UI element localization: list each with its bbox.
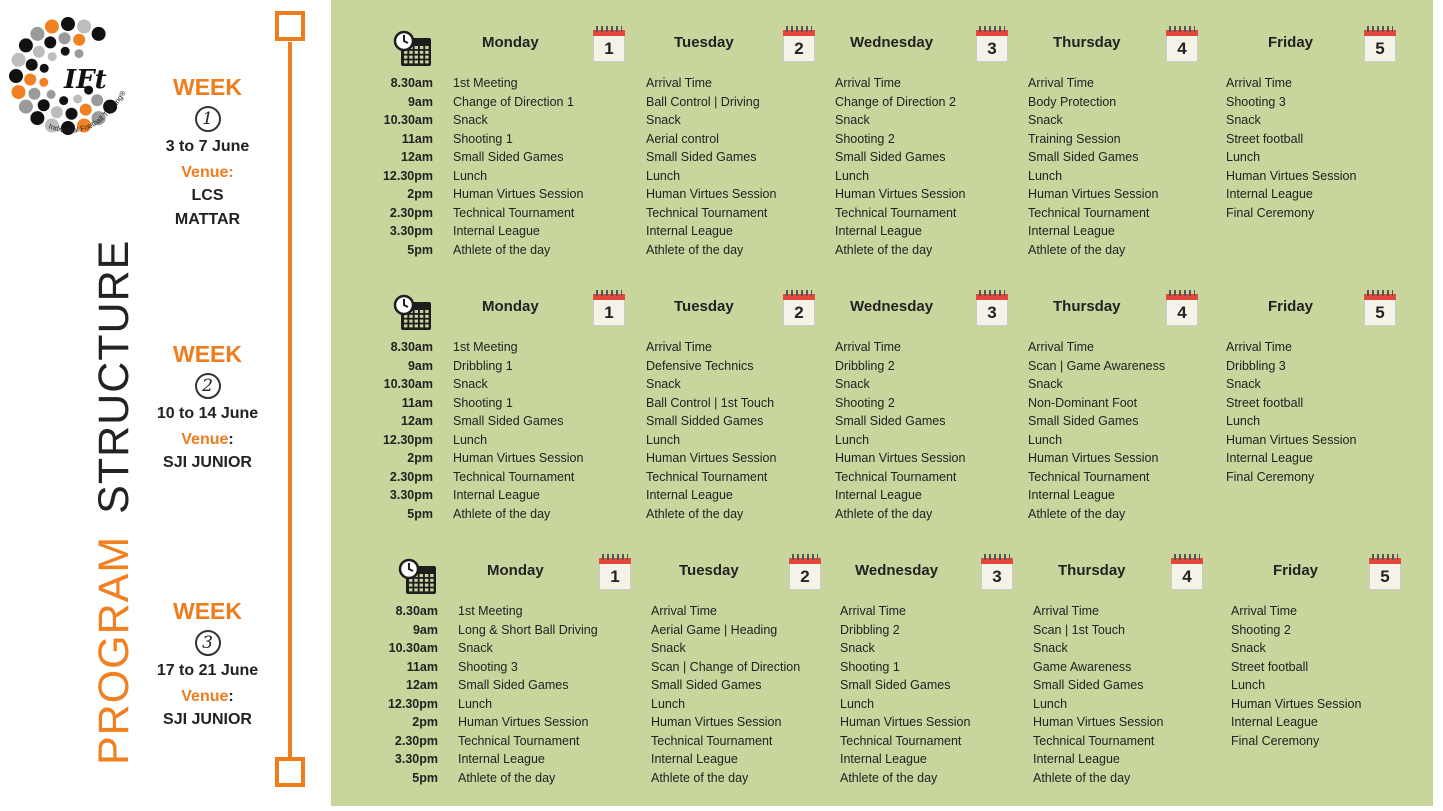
clock-calendar-icon bbox=[398, 558, 438, 596]
activity-item: Technical Tournament bbox=[651, 733, 773, 748]
activity-item: Internal League bbox=[835, 488, 922, 502]
activity-item: 1st Meeting bbox=[453, 76, 518, 90]
activity-item: Long & Short Ball Driving bbox=[458, 622, 598, 637]
time-slot: 3.30pm bbox=[389, 224, 433, 238]
time-slot: 10.30am bbox=[388, 641, 438, 655]
activity-item: Technical Tournament bbox=[1028, 469, 1150, 484]
calendar-day-number: 3 bbox=[976, 300, 1008, 326]
activity-item: Snack bbox=[646, 113, 681, 127]
week-2-info bbox=[150, 341, 265, 475]
activities-wednesday bbox=[835, 338, 965, 523]
activity-item: Snack bbox=[840, 641, 875, 655]
activity-item: Scan | Game Awareness bbox=[1028, 358, 1166, 373]
activity-item: Internal League bbox=[1231, 715, 1318, 729]
calendar-day-number: 1 bbox=[593, 36, 625, 62]
calendar-page-icon bbox=[1369, 558, 1401, 590]
activity-item: Athlete of the day bbox=[835, 242, 933, 257]
activity-item: Technical Tournament bbox=[840, 733, 962, 748]
activity-item: Athlete of the day bbox=[453, 506, 551, 521]
activity-item: Lunch bbox=[646, 168, 681, 183]
time-slot: 2.30pm bbox=[389, 469, 433, 484]
activities-wednesday bbox=[835, 74, 965, 259]
week-2-schedule bbox=[331, 294, 1433, 554]
activity-item: Human Virtues Session bbox=[1226, 168, 1357, 183]
activity-item: Small Sided Games bbox=[453, 150, 564, 164]
day-header-monday: Monday bbox=[482, 34, 539, 51]
activity-item: Lunch bbox=[453, 168, 488, 183]
time-slot: 10.30am bbox=[383, 113, 433, 127]
activity-item: Arrival Time bbox=[1231, 604, 1297, 618]
activity-item: Lunch bbox=[646, 432, 681, 447]
activity-item: Human Virtues Session bbox=[1226, 432, 1357, 447]
calendar-day-number: 2 bbox=[783, 300, 815, 326]
activities-thursday bbox=[1028, 338, 1165, 523]
activity-item: Snack bbox=[453, 113, 488, 127]
title-structure: STRUCTURE bbox=[90, 239, 138, 514]
activity-item: Internal League bbox=[458, 752, 545, 766]
activity-item: Arrival Time bbox=[1226, 76, 1292, 90]
activity-item: Internal League bbox=[646, 488, 733, 502]
day-header-friday: Friday bbox=[1268, 34, 1314, 51]
calendar-page-icon bbox=[1364, 30, 1396, 62]
activity-item: Athlete of the day bbox=[835, 506, 933, 521]
activity-item: 1st Meeting bbox=[458, 604, 523, 618]
week-3-schedule bbox=[331, 558, 1433, 811]
activity-item: Street football bbox=[1226, 131, 1304, 146]
venue-label: Venue: bbox=[181, 431, 234, 448]
activity-item: Lunch bbox=[1028, 432, 1063, 447]
activity-item: Small Sided Games bbox=[458, 678, 569, 692]
timeline-top-square bbox=[275, 11, 305, 41]
activity-item: Snack bbox=[651, 641, 686, 655]
activity-item: Lunch bbox=[835, 168, 870, 183]
time-slot: 12am bbox=[406, 678, 438, 692]
activity-item: Athlete of the day bbox=[458, 770, 556, 785]
activity-item: Arrival Time bbox=[840, 604, 906, 618]
activity-item: Street football bbox=[1231, 659, 1309, 674]
activity-item: Snack bbox=[1028, 113, 1063, 127]
activities-friday bbox=[1226, 74, 1356, 222]
activity-item: Change of Direction 2 bbox=[835, 94, 956, 109]
activity-item: Athlete of the day bbox=[646, 242, 744, 257]
activities-thursday bbox=[1028, 74, 1158, 259]
activity-item: Lunch bbox=[453, 432, 488, 447]
activity-item: Lunch bbox=[1028, 168, 1063, 183]
calendar-day-number: 1 bbox=[593, 300, 625, 326]
day-header-friday: Friday bbox=[1273, 562, 1319, 579]
venue-name: SJI JUNIOR bbox=[163, 454, 252, 471]
week-1-info bbox=[150, 74, 265, 232]
title-program: PROGRAM bbox=[90, 535, 138, 765]
activity-item: Small Sided Games bbox=[1033, 678, 1144, 692]
day-header-tuesday: Tuesday bbox=[679, 562, 739, 579]
activity-item: Human Virtues Session bbox=[840, 715, 971, 729]
activity-item: Aerial Game | Heading bbox=[651, 622, 778, 637]
activity-item: Snack bbox=[835, 377, 870, 391]
calendar-day-number: 4 bbox=[1166, 300, 1198, 326]
day-header-thursday: Thursday bbox=[1053, 34, 1121, 51]
activity-item: Human Virtues Session bbox=[1028, 451, 1159, 465]
time-slot: 12am bbox=[401, 414, 433, 428]
ift-logo bbox=[6, 10, 146, 150]
day-header-thursday: Thursday bbox=[1058, 562, 1126, 579]
week-label: WEEK bbox=[173, 74, 242, 100]
calendar-day-number: 4 bbox=[1171, 564, 1203, 590]
activity-item: Internal League bbox=[453, 488, 540, 502]
activity-item: Street football bbox=[1226, 395, 1304, 410]
logo-text: IFt bbox=[64, 65, 107, 95]
activity-item: Small Sided Games bbox=[840, 678, 951, 692]
activity-item: Dribbling 1 bbox=[453, 358, 513, 373]
activities-monday bbox=[458, 602, 598, 787]
activity-item: Arrival Time bbox=[1028, 76, 1094, 90]
activity-item: Technical Tournament bbox=[1028, 205, 1150, 220]
activity-item: Dribbling 3 bbox=[1226, 358, 1286, 373]
activity-item: Shooting 1 bbox=[453, 395, 513, 410]
calendar-day-number: 4 bbox=[1166, 36, 1198, 62]
activity-item: Athlete of the day bbox=[840, 770, 938, 785]
schedule-panel bbox=[331, 0, 1433, 806]
activity-item: Human Virtues Session bbox=[1033, 715, 1164, 729]
day-header-monday: Monday bbox=[487, 562, 544, 579]
calendar-day-number: 1 bbox=[599, 564, 631, 590]
calendar-day-number: 3 bbox=[976, 36, 1008, 62]
week-3-info bbox=[150, 598, 265, 732]
activity-item: Internal League bbox=[1226, 187, 1313, 201]
activity-item: Small Sided Games bbox=[646, 150, 757, 164]
time-slot: 11am bbox=[401, 131, 433, 146]
time-slot: 11am bbox=[401, 395, 433, 410]
activities-tuesday bbox=[651, 602, 800, 787]
activity-item: Technical Tournament bbox=[453, 205, 575, 220]
activity-item: Human Virtues Session bbox=[1028, 187, 1159, 201]
time-slot: 8.30am bbox=[395, 604, 438, 618]
activity-item: Change of Direction 1 bbox=[453, 94, 574, 109]
day-header-wednesday: Wednesday bbox=[855, 562, 939, 579]
activity-item: Technical Tournament bbox=[835, 469, 957, 484]
calendar-page-icon bbox=[981, 558, 1013, 590]
activity-item: Internal League bbox=[1033, 752, 1120, 766]
activity-item: Human Virtues Session bbox=[453, 451, 584, 465]
venue-label: Venue: bbox=[181, 164, 234, 181]
left-panel bbox=[0, 0, 331, 811]
activity-item: Technical Tournament bbox=[1033, 733, 1155, 748]
calendar-day-number: 3 bbox=[981, 564, 1013, 590]
activity-item: Arrival Time bbox=[651, 604, 717, 618]
activities-tuesday bbox=[646, 338, 776, 523]
time-slot: 10.30am bbox=[383, 377, 433, 391]
activity-item: Lunch bbox=[1231, 678, 1266, 692]
activity-item: Internal League bbox=[646, 224, 733, 238]
calendar-page-icon bbox=[976, 30, 1008, 62]
day-header-tuesday: Tuesday bbox=[674, 298, 734, 315]
clock-calendar-icon bbox=[393, 294, 433, 332]
activities-friday bbox=[1231, 602, 1361, 750]
activity-item: Lunch bbox=[1033, 696, 1068, 711]
time-slot: 5pm bbox=[407, 506, 433, 521]
activities-monday bbox=[453, 338, 583, 523]
activity-item: Lunch bbox=[458, 696, 493, 711]
activity-item: Small Sided Games bbox=[453, 414, 564, 428]
activity-item: Technical Tournament bbox=[835, 205, 957, 220]
calendar-page-icon bbox=[599, 558, 631, 590]
day-header-wednesday: Wednesday bbox=[850, 34, 934, 51]
calendar-day-number: 5 bbox=[1369, 564, 1401, 590]
activity-item: Lunch bbox=[840, 696, 875, 711]
venue-label: Venue: bbox=[181, 688, 234, 705]
activity-item: Shooting 2 bbox=[1231, 622, 1291, 637]
activity-item: Internal League bbox=[1226, 451, 1313, 465]
calendar-page-icon bbox=[1166, 30, 1198, 62]
time-slot: 5pm bbox=[407, 242, 433, 257]
activity-item: Human Virtues Session bbox=[646, 187, 777, 201]
time-column bbox=[359, 338, 433, 523]
activity-item: Lunch bbox=[1226, 150, 1261, 164]
activity-item: Arrival Time bbox=[646, 76, 712, 90]
activity-item: Technical Tournament bbox=[458, 733, 580, 748]
activity-item: Internal League bbox=[453, 224, 540, 238]
program-structure-title bbox=[30, 190, 138, 770]
activity-item: Arrival Time bbox=[835, 340, 901, 354]
activity-item: Defensive Technics bbox=[646, 358, 754, 373]
venue-name: LCS MATTAR bbox=[174, 187, 241, 228]
activity-item: Small Sided Games bbox=[835, 414, 946, 428]
day-header-wednesday: Wednesday bbox=[850, 298, 934, 315]
activity-item: Shooting 1 bbox=[453, 131, 513, 146]
activity-item: Internal League bbox=[1028, 224, 1115, 238]
activity-item: Snack bbox=[646, 377, 681, 391]
calendar-page-icon bbox=[789, 558, 821, 590]
activities-monday bbox=[453, 74, 583, 259]
activity-item: Snack bbox=[1033, 641, 1068, 655]
time-slot: 3.30pm bbox=[389, 488, 433, 502]
activity-item: 1st Meeting bbox=[453, 340, 518, 354]
week-number: 2 bbox=[195, 373, 221, 399]
activity-item: Athlete of the day bbox=[453, 242, 551, 257]
week-label: WEEK bbox=[173, 341, 242, 367]
activity-item: Final Ceremony bbox=[1231, 733, 1320, 748]
activity-item: Arrival Time bbox=[1033, 604, 1099, 618]
time-column bbox=[359, 74, 433, 259]
time-slot: 9am bbox=[407, 94, 433, 109]
activity-item: Internal League bbox=[651, 752, 738, 766]
calendar-day-number: 5 bbox=[1364, 36, 1396, 62]
activity-item: Non-Dominant Foot bbox=[1028, 395, 1138, 410]
time-slot: 9am bbox=[412, 622, 438, 637]
activity-item: Small Sided Games bbox=[1028, 414, 1139, 428]
activity-item: Arrival Time bbox=[646, 340, 712, 354]
timeline-line bbox=[288, 42, 292, 760]
activity-item: Small Sided Games bbox=[651, 678, 762, 692]
activity-item: Body Protection bbox=[1028, 94, 1117, 109]
time-slot: 2pm bbox=[407, 187, 433, 201]
activity-item: Athlete of the day bbox=[1028, 242, 1126, 257]
calendar-page-icon bbox=[783, 294, 815, 326]
week-number: 1 bbox=[195, 106, 221, 132]
time-slot: 2.30pm bbox=[394, 733, 438, 748]
activity-item: Human Virtues Session bbox=[453, 187, 584, 201]
activity-item: Small Sided Games bbox=[835, 150, 946, 164]
activity-item: Snack bbox=[1231, 641, 1266, 655]
activity-item: Athlete of the day bbox=[651, 770, 749, 785]
activities-wednesday bbox=[840, 602, 970, 787]
activity-item: Snack bbox=[453, 377, 488, 391]
activity-item: Human Virtues Session bbox=[1231, 696, 1362, 711]
day-header-friday: Friday bbox=[1268, 298, 1314, 315]
activity-item: Technical Tournament bbox=[646, 469, 768, 484]
activities-tuesday bbox=[646, 74, 776, 259]
activity-item: Athlete of the day bbox=[1033, 770, 1131, 785]
activity-item: Final Ceremony bbox=[1226, 469, 1315, 484]
activity-item: Training Session bbox=[1028, 131, 1121, 146]
time-slot: 2pm bbox=[407, 451, 433, 465]
activity-item: Human Virtues Session bbox=[646, 451, 777, 465]
activity-item: Lunch bbox=[1226, 414, 1261, 428]
week-label: WEEK bbox=[173, 598, 242, 624]
logo-caption: Individual Football Training® bbox=[47, 88, 128, 135]
activity-item: Snack bbox=[1226, 377, 1261, 391]
activity-item: Dribbling 2 bbox=[835, 358, 895, 373]
activity-item: Human Virtues Session bbox=[458, 715, 589, 729]
activity-item: Scan | 1st Touch bbox=[1033, 622, 1125, 637]
activity-item: Ball Control | Driving bbox=[646, 94, 760, 109]
day-header-thursday: Thursday bbox=[1053, 298, 1121, 315]
week-dates: 17 to 21 June bbox=[156, 662, 259, 679]
time-slot: 12.30pm bbox=[387, 696, 438, 711]
week-dates: 3 to 7 June bbox=[165, 138, 250, 155]
calendar-day-number: 5 bbox=[1364, 300, 1396, 326]
activity-item: Shooting 3 bbox=[458, 659, 518, 674]
activities-thursday bbox=[1033, 602, 1163, 787]
calendar-page-icon bbox=[1171, 558, 1203, 590]
activity-item: Snack bbox=[835, 113, 870, 127]
calendar-page-icon bbox=[783, 30, 815, 62]
activity-item: Lunch bbox=[651, 696, 686, 711]
time-slot: 8.30am bbox=[390, 76, 433, 90]
activity-item: Shooting 3 bbox=[1226, 94, 1286, 109]
time-slot: 2pm bbox=[412, 715, 438, 729]
time-slot: 11am bbox=[406, 659, 438, 674]
right-margin bbox=[1433, 0, 1443, 811]
activity-item: Game Awareness bbox=[1033, 659, 1132, 674]
day-header-tuesday: Tuesday bbox=[674, 34, 734, 51]
time-slot: 12.30pm bbox=[382, 432, 433, 447]
venue-name: SJI JUNIOR bbox=[163, 711, 252, 728]
time-slot: 12.30pm bbox=[382, 168, 433, 183]
calendar-page-icon bbox=[1364, 294, 1396, 326]
activity-item: Arrival Time bbox=[835, 76, 901, 90]
day-header-monday: Monday bbox=[482, 298, 539, 315]
activity-item: Technical Tournament bbox=[453, 469, 575, 484]
activity-item: Internal League bbox=[840, 752, 927, 766]
time-slot: 12am bbox=[401, 150, 433, 164]
activity-item: Shooting 2 bbox=[835, 395, 895, 410]
timeline-bottom-square bbox=[275, 757, 305, 787]
activity-item: Human Virtues Session bbox=[835, 187, 966, 201]
activity-item: Athlete of the day bbox=[646, 506, 744, 521]
activity-item: Aerial control bbox=[646, 131, 719, 146]
activity-item: Technical Tournament bbox=[646, 205, 768, 220]
activity-item: Internal League bbox=[1028, 488, 1115, 502]
activity-item: Shooting 2 bbox=[835, 131, 895, 146]
activity-item: Athlete of the day bbox=[1028, 506, 1126, 521]
time-slot: 5pm bbox=[412, 770, 438, 785]
activity-item: Snack bbox=[458, 641, 493, 655]
activities-friday bbox=[1226, 338, 1356, 486]
calendar-page-icon bbox=[593, 294, 625, 326]
week-dates: 10 to 14 June bbox=[156, 405, 259, 422]
time-slot: 9am bbox=[407, 358, 433, 373]
activity-item: Small Sided Games bbox=[1028, 150, 1139, 164]
time-slot: 2.30pm bbox=[389, 205, 433, 220]
activity-item: Arrival Time bbox=[1028, 340, 1094, 354]
activity-item: Shooting 1 bbox=[840, 659, 900, 674]
week-number: 3 bbox=[195, 630, 221, 656]
calendar-day-number: 2 bbox=[783, 36, 815, 62]
calendar-page-icon bbox=[593, 30, 625, 62]
time-slot: 8.30am bbox=[390, 340, 433, 354]
activity-item: Human Virtues Session bbox=[651, 715, 782, 729]
time-column bbox=[364, 602, 438, 787]
activity-item: Arrival Time bbox=[1226, 340, 1292, 354]
activity-item: Dribbling 2 bbox=[840, 622, 900, 637]
calendar-page-icon bbox=[1166, 294, 1198, 326]
activity-item: Ball Control | 1st Touch bbox=[646, 395, 775, 410]
activity-item: Snack bbox=[1028, 377, 1063, 391]
activity-item: Small Sidded Games bbox=[646, 414, 764, 428]
activity-item: Human Virtues Session bbox=[835, 451, 966, 465]
time-slot: 3.30pm bbox=[394, 752, 438, 766]
activity-item: Final Ceremony bbox=[1226, 205, 1315, 220]
clock-calendar-icon bbox=[393, 30, 433, 68]
activity-item: Snack bbox=[1226, 113, 1261, 127]
activity-item: Scan | Change of Direction bbox=[651, 659, 801, 674]
logo-dots-graphic bbox=[6, 10, 146, 150]
calendar-page-icon bbox=[976, 294, 1008, 326]
activity-item: Internal League bbox=[835, 224, 922, 238]
activity-item: Lunch bbox=[835, 432, 870, 447]
week-1-schedule bbox=[331, 30, 1433, 290]
calendar-day-number: 2 bbox=[789, 564, 821, 590]
